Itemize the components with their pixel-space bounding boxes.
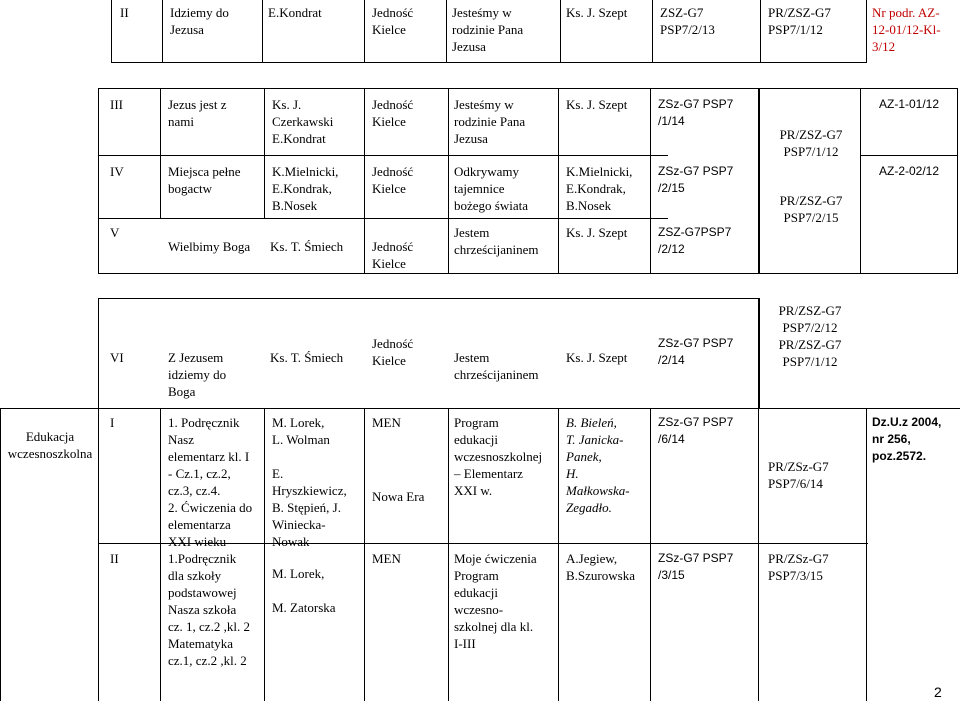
- grid-line: [98, 155, 668, 156]
- az-number-class-iv: AZ-2-02/12: [878, 164, 940, 178]
- class-vi-approval: PR/ZSZ-G7 PSP7/2/12 PR/ZSZ-G7 PSP7/1/12: [778, 303, 842, 369]
- class-v-topic: Wielbimy Boga: [168, 239, 251, 254]
- grid-line: [111, 0, 112, 63]
- class-i-publisher-men: MEN: [372, 415, 401, 430]
- class-iv-author: K.Mielnicki, E.Kondrak, B.Nosek: [272, 164, 339, 213]
- class-iii-publisher: Jedność Kielce: [372, 97, 414, 129]
- class-i-approval: PR/ZSz-G7 PSP7/6/14: [768, 459, 829, 491]
- class-iii-book: Jesteśmy w rodzinie Pana Jezusa: [454, 97, 526, 146]
- grid-line: [446, 0, 447, 63]
- class-ii-edu-authors: M. Lorek, M. Zatorska: [272, 566, 336, 615]
- grid-line: [866, 0, 867, 63]
- class-v-publisher: Jedność Kielce: [372, 239, 414, 271]
- grid-line: [650, 88, 651, 274]
- grid-line: [758, 408, 759, 701]
- grid-line: [558, 408, 559, 701]
- class-ii-program-number: ZSZ-G7 PSP7/2/13: [660, 5, 715, 37]
- class-vi-author: Ks. T. Śmiech: [270, 350, 344, 365]
- grid-line: [652, 0, 653, 63]
- class-ii-edu-publisher: MEN: [372, 551, 401, 566]
- page-number: 2: [934, 684, 942, 700]
- class-ii-edu-textbook: 1.Podręcznik dla szkoły podstawowej Nasza szkoła cz. 1, cz.2 ,kl. 2 Matematyka cz.1, cz.2 ,kl. 2: [168, 551, 250, 668]
- class-iii-program-number: ZSz-G7 PSP7 /1/14: [658, 97, 734, 128]
- grid-line: [98, 298, 760, 299]
- class-ii-approval: PR/ZSZ-G7 PSP7/1/12: [768, 5, 831, 37]
- grid-line: [98, 273, 958, 274]
- class-ii-book: Jesteśmy w rodzinie Pana Jezusa: [452, 5, 524, 54]
- grid-line: [111, 62, 867, 63]
- class-ii-textbook-approval-number: Nr podr. AZ- 12-01/12-Kl- 3/12: [872, 5, 941, 54]
- grid-line: [448, 88, 449, 274]
- class-v-author: Ks. T. Śmiech: [270, 239, 344, 254]
- grid-line: [264, 408, 265, 701]
- class-iv-topic: Miejsca pełne bogactw: [168, 164, 241, 196]
- class-iii-book-author: Ks. J. Szept: [566, 97, 628, 112]
- grid-line: [860, 88, 861, 274]
- legal-reference: Dz.U.z 2004, nr 256, poz.2572.: [872, 415, 942, 463]
- grid-line: [98, 88, 958, 89]
- grid-line: [957, 88, 958, 274]
- grid-line: [860, 155, 958, 156]
- grid-line: [264, 88, 265, 219]
- class-iv-number: IV: [110, 164, 124, 179]
- class-vi-publisher: Jedność Kielce: [372, 336, 414, 368]
- class-i-publisher-nowa-era: Nowa Era: [372, 489, 425, 504]
- class-v-book: Jestem chrześcijaninem: [454, 225, 539, 257]
- class-i-program: Program edukacji wczesnoszkolnej – Elementarz XXI w.: [454, 415, 543, 498]
- class-ii-edu-approval: PR/ZSz-G7 PSP7/3/15: [768, 551, 829, 583]
- class-v-program-number: ZSZ-G7PSP7 /2/12: [658, 225, 732, 256]
- grid-line: [0, 408, 960, 409]
- grid-line: [160, 88, 161, 219]
- class-i-program-authors: B. Bieleń, T. Janicka- Panek, H. Małkowska- Zegadło.: [566, 415, 630, 515]
- grid-line: [364, 408, 365, 701]
- class-iv-book-author: K.Mielnicki, E.Kondrak, B.Nosek: [566, 164, 633, 213]
- class-i-authors: M. Lorek, L. Wolman E. Hryszkiewicz, B. Stępień, J. Winiecka- Nowak: [272, 415, 347, 549]
- class-v-number: V: [110, 225, 120, 240]
- class-i-number: I: [110, 415, 115, 430]
- grid-line: [866, 408, 867, 701]
- grid-line: [98, 298, 99, 408]
- class-vi-book: Jestem chrześcijaninem: [454, 350, 539, 382]
- grid-line: [448, 408, 449, 701]
- class-iv-program-number: ZSz-G7 PSP7 /2/15: [658, 164, 734, 195]
- class-ii-number: II: [120, 5, 129, 20]
- class-iii-topic: Jezus jest z nami: [168, 97, 227, 129]
- class-iii-author: Ks. J. Czerkawski E.Kondrat: [272, 97, 334, 146]
- early-education-subject: Edukacja wczesnoszkolna: [7, 429, 93, 461]
- grid-line: [98, 218, 668, 219]
- approval-class-v: PR/ZSZ-G7 PSP7/2/15: [779, 193, 843, 225]
- grid-line: [558, 88, 559, 274]
- class-ii-edu-number: II: [110, 551, 119, 566]
- grid-line: [0, 408, 1, 701]
- grid-line: [98, 408, 99, 701]
- grid-line: [98, 88, 99, 274]
- grid-line: [160, 408, 161, 701]
- class-i-textbook: 1. Podręcznik Nasz elementarz kl. I - Cz.1, cz.2, cz.3, cz.4. 2. Ćwiczenia do elementarza XXI wieku: [168, 415, 253, 549]
- grid-line: [364, 88, 365, 274]
- grid-line: [162, 0, 163, 63]
- class-iii-number: III: [110, 97, 123, 112]
- class-ii-publisher: Jedność Kielce: [372, 5, 414, 37]
- class-v-book-author: Ks. J. Szept: [566, 225, 628, 240]
- class-ii-edu-program-number: ZSz-G7 PSP7 /3/15: [658, 551, 734, 582]
- approval-classes-iii-iv: PR/ZSZ-G7 PSP7/1/12: [779, 127, 843, 159]
- class-iv-book: Odkrywamy tajemnice bożego świata: [454, 164, 529, 213]
- grid-line: [560, 0, 561, 63]
- class-vi-topic: Z Jezusem idziemy do Boga: [168, 350, 227, 399]
- class-iv-publisher: Jedność Kielce: [372, 164, 414, 196]
- class-ii-topic: Idziemy do Jezusa: [170, 5, 229, 37]
- class-i-program-number: ZSz-G7 PSP7 /6/14: [658, 415, 734, 446]
- class-vi-book-author: Ks. J. Szept: [566, 350, 628, 365]
- grid-line: [758, 88, 760, 274]
- class-ii-book-author: Ks. J. Szept: [566, 5, 628, 20]
- az-number-class-iii: AZ-1-01/12: [878, 97, 940, 111]
- class-vi-program-number: ZSz-G7 PSP7 /2/14: [658, 336, 734, 367]
- grid-line: [262, 0, 263, 63]
- class-ii-author: E.Kondrat: [268, 5, 322, 20]
- grid-line: [364, 0, 365, 63]
- class-ii-edu-program-authors: A.Jegiew, B.Szurowska: [566, 551, 635, 583]
- grid-line: [760, 0, 761, 63]
- class-vi-number: VI: [110, 350, 124, 365]
- class-ii-edu-program: Moje ćwiczenia Program edukacji wczesno- szkolnej dla kl. I-III: [454, 551, 537, 651]
- grid-line: [650, 408, 651, 701]
